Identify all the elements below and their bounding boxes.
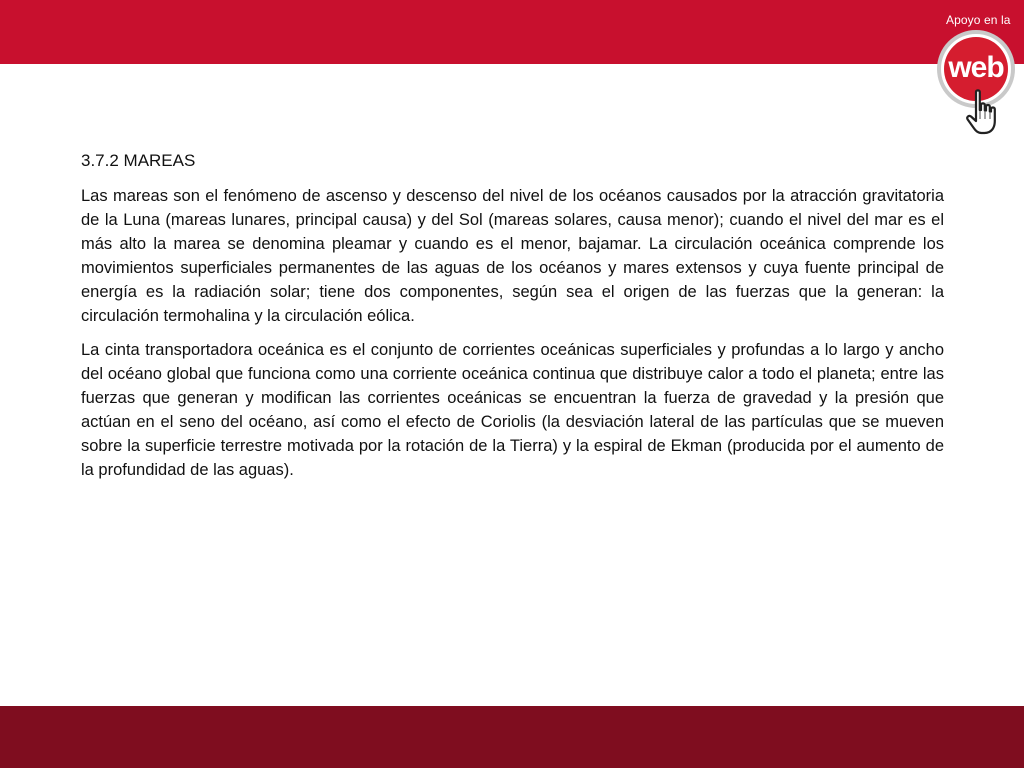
paragraph-tides: Las mareas son el fenómeno de ascenso y descenso del nivel de los océanos causados por la atracción gravitatoria de la Luna (mareas lunares, principal causa) y del Sol (mareas solares, causa menor); cuando el nivel del mar es el más alto la marea se denomina pleamar y cuando es el menor, bajamar. La circulación oceánica comprende los movimientos superficiales permanentes de las aguas de los océanos y mares extensos y cuya fuente principal de energía es la radiación solar; tiene dos componentes, según sea el origen de las fuerzas que la generan: la circulación termohalina y la circulación eólica.	[81, 187, 944, 325]
section-title: 3.7.2 MAREAS	[81, 151, 196, 170]
logo-caption: Apoyo en la	[946, 13, 1011, 27]
paragraph-ocean-conveyor: La cinta transportadora oceánica es el conjunto de corrientes oceánicas superficiales y profundas a lo largo y ancho del océano global que funciona como una corriente oceánica continua que distribuye calor a todo el planeta; entre las fuerzas que generan y modifican las corrientes oceánicas se encuentran la fuerza de gravedad y la presión que actúan en el seno del océano, así como el efecto de Coriolis (la desviación lateral de las partículas que se mueven sobre la superficie terrestre motivada por la rotación de la Tierra) y la espiral de Ekman (producida por el aumento de la profundidad de las aguas).	[81, 341, 944, 479]
top-banner	[0, 0, 1024, 64]
main-content	[81, 150, 944, 482]
hand-pointer-icon	[965, 88, 1003, 136]
bottom-banner	[0, 706, 1024, 768]
logo-word: web	[948, 51, 1004, 84]
